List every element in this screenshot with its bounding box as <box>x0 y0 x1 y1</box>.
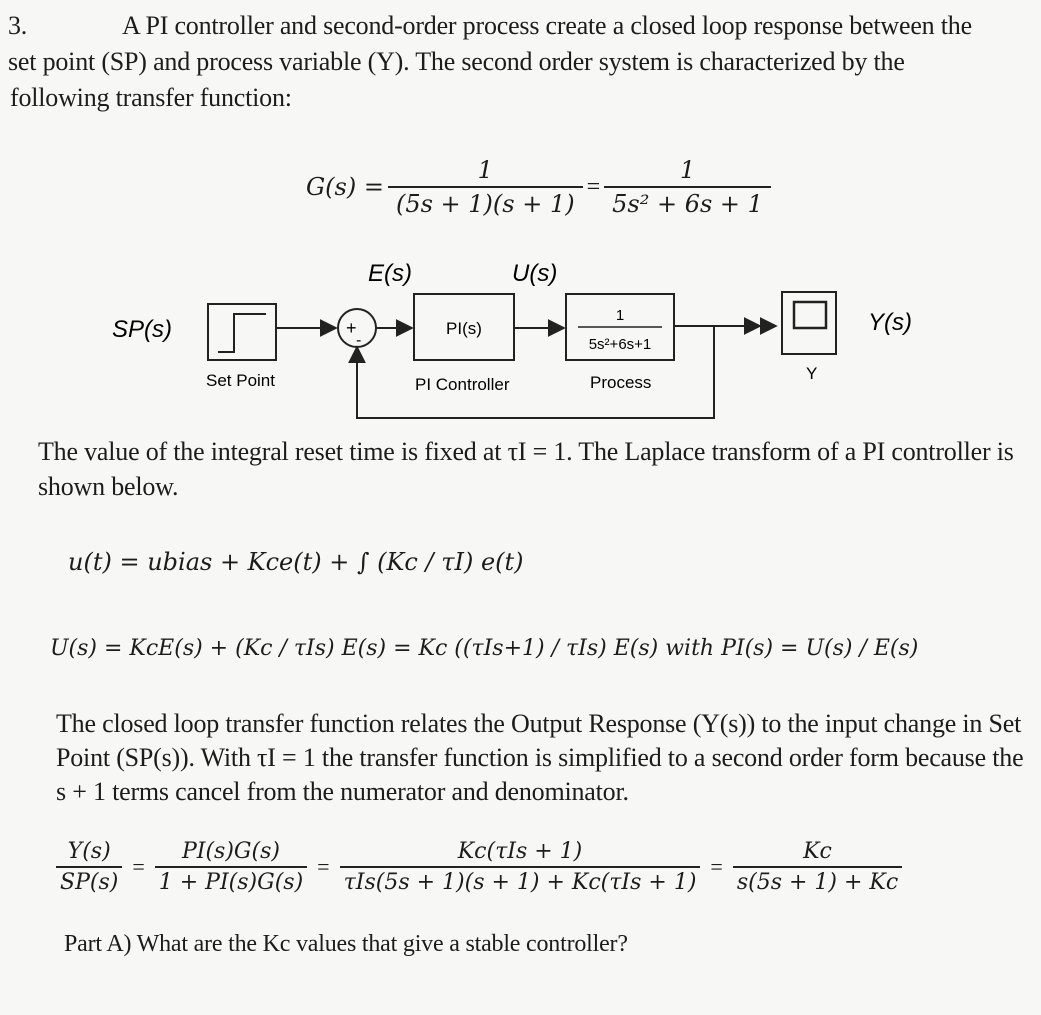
gs-equals: = <box>586 173 601 200</box>
cl-f1-den: SP(s) <box>56 866 122 895</box>
block-diagram <box>0 0 1041 440</box>
cl-f1-num: Y(s) <box>67 839 111 864</box>
summing-junction <box>338 309 376 349</box>
cl-equals-2: = <box>317 854 330 879</box>
cl-equals-1: = <box>132 854 145 879</box>
pi-block-label: PI(s) <box>446 319 482 338</box>
gs-label: G(s) = <box>306 173 384 201</box>
sum-plus-sign: + <box>346 318 357 338</box>
cl-f4-num: Kc <box>803 839 832 864</box>
signal-label-us: U(s) <box>512 260 558 287</box>
process-den: 5s²+6s+1 <box>588 336 652 353</box>
setpoint-caption: Set Point <box>206 371 275 390</box>
process-num: 1 <box>615 307 625 324</box>
cl-f2-den: 1 + PI(s)G(s) <box>155 866 307 895</box>
problem-number: 3. <box>8 11 28 40</box>
para2-line-1: The closed loop transfer function relates the Output Response (Y(s)) to the input change in Set <box>56 709 1022 738</box>
gs-frac2-num: 1 <box>679 156 696 184</box>
cl-f4-den: s(5s + 1) + Kc <box>733 866 902 895</box>
part-a-question: Part A) What are the Kc values that give a stable controller? <box>64 931 628 957</box>
intro-line-2: set point (SP) and process variable (Y). The second order system is characterized by the <box>8 47 905 76</box>
pi-caption: PI Controller <box>415 375 510 394</box>
equation-ut: u(t) = ubias + Kce(t) + ∫ (Kc / τI) e(t) <box>68 548 524 576</box>
cl-frac-expanded <box>340 839 701 895</box>
signal-label-ys: Y(s) <box>868 309 912 336</box>
setpoint-block <box>208 304 276 360</box>
para1-line-2: shown below. <box>38 472 179 501</box>
cl-frac-simplified <box>733 839 902 895</box>
para1-line-1: The value of the integral reset time is fixed at τI = 1. The Laplace transform of a PI controller is <box>38 437 1014 466</box>
process-caption: Process <box>590 373 652 392</box>
sum-minus-sign: - <box>356 332 362 349</box>
gs-frac1-den: (5s + 1)(s + 1) <box>388 186 583 218</box>
equation-us: U(s) = KcE(s) + (Kc / τIs) E(s) = Kc ((τIs+1) / τIs) E(s) with PI(s) = U(s) / E(s) <box>50 636 919 661</box>
para2-line-2: Point (SP(s)). With τI = 1 the transfer function is simplified to a second order form because the <box>56 743 1024 772</box>
intro-line-1: A PI controller and second-order process create a closed loop response between the <box>122 11 972 40</box>
closed-loop-equation <box>56 832 902 902</box>
cl-f2-num: PI(s)G(s) <box>181 839 280 864</box>
gs-frac2-den: 5s² + 6s + 1 <box>604 186 771 218</box>
cl-equals-3: = <box>710 854 723 879</box>
feedback-path <box>357 326 714 418</box>
cl-frac-pig <box>155 839 307 895</box>
cl-frac-ys-sps <box>56 839 122 895</box>
signal-label-sp: SP(s) <box>112 316 172 343</box>
intro-line-3: following transfer function: <box>10 83 292 112</box>
scope-caption: Y <box>806 364 818 383</box>
cl-f3-num: Kc(τIs + 1) <box>457 839 583 864</box>
signal-label-es: E(s) <box>368 260 412 287</box>
para2-line-3: s + 1 terms cancel from the numerator and denominator. <box>56 777 629 806</box>
cl-f3-den: τIs(5s + 1)(s + 1) + Kc(τIs + 1) <box>340 866 701 895</box>
gs-frac1-num: 1 <box>477 156 493 184</box>
scope-block <box>782 292 836 354</box>
